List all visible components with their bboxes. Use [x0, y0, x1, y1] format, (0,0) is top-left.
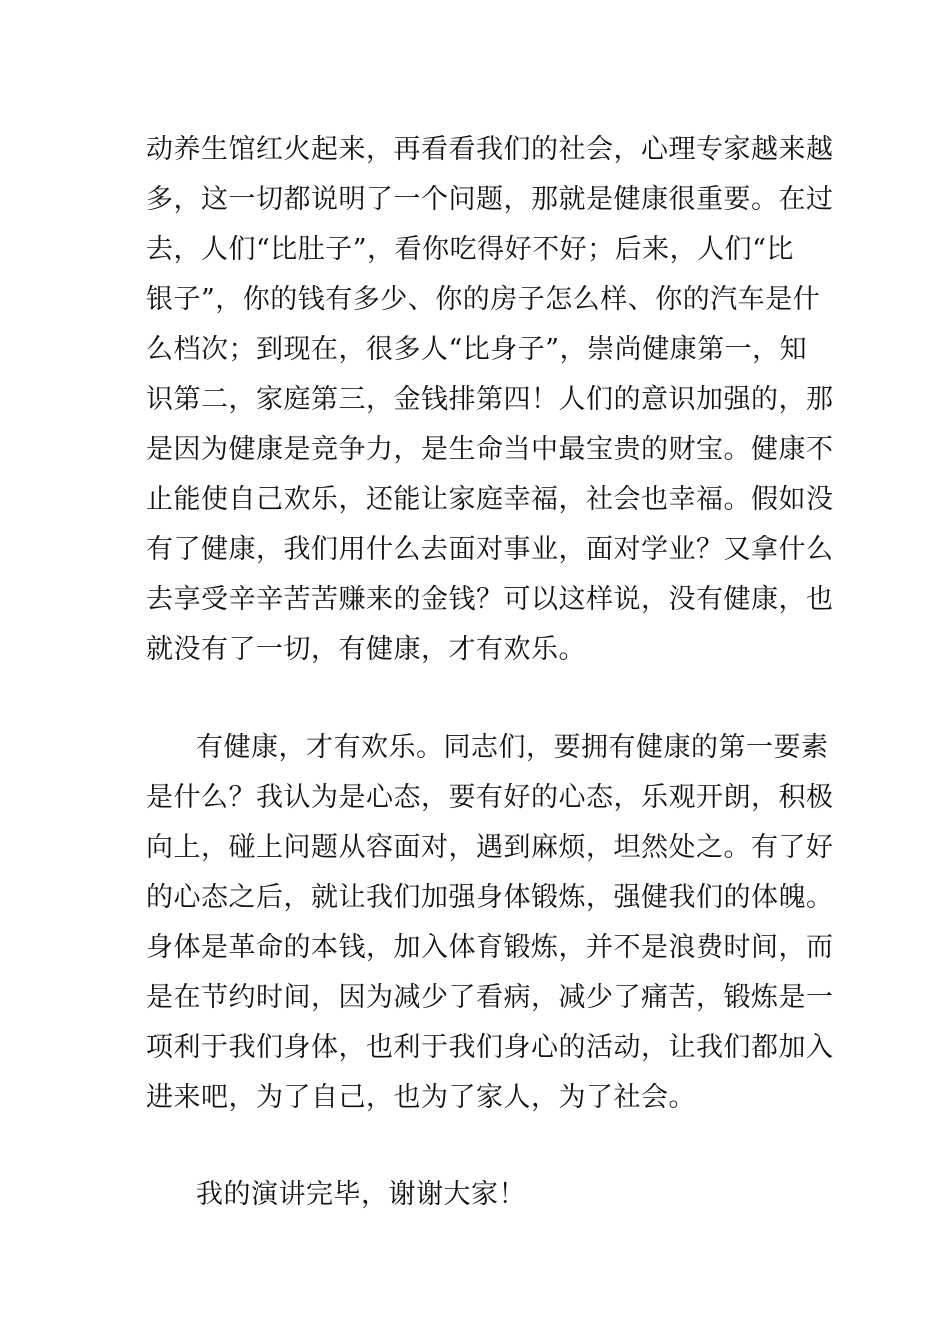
text-line: 是因为健康是竞争力，是生命当中最宝贵的财宝。健康不 — [146, 434, 834, 465]
text-line: 有了健康，我们用什么去面对事业，面对学业？又拿什么 — [146, 534, 834, 565]
text-line: 有健康，才有欢乐。同志们，要拥有健康的第一要素 — [196, 732, 829, 763]
closing-paragraph — [146, 1170, 816, 1220]
text-line: 项利于我们身体，也利于我们身心的活动，让我们都加入 — [146, 1032, 834, 1063]
text-line: 身体是革命的本钱，加入体育锻炼，并不是浪费时间，而 — [146, 932, 834, 963]
text-line: 银子”，你的钱有多少、你的房子怎么样、你的汽车是什 — [146, 284, 821, 315]
closing-line: 我的演讲完毕，谢谢大家！ — [196, 1179, 526, 1210]
text-line: 是在节约时间，因为减少了看病，减少了痛苦，锻炼是一 — [146, 982, 834, 1013]
text-line: 识第二，家庭第三，金钱排第四！人们的意识加强的，那 — [146, 384, 834, 415]
text-line: 止能使自己欢乐，还能让家庭幸福，社会也幸福。假如没 — [146, 484, 834, 515]
paragraph-1 — [146, 125, 834, 675]
paragraph-2 — [146, 723, 834, 1123]
text-line: 是什么？我认为是心态，要有好的心态，乐观开朗，积极 — [146, 782, 834, 813]
text-line: 动养生馆红火起来，再看看我们的社会，心理专家越来越 — [146, 134, 834, 165]
text-line: 去享受辛辛苦苦赚来的金钱？可以这样说，没有健康，也 — [146, 584, 834, 615]
text-line: 么档次；到现在，很多人“比身子”，崇尚健康第一，知 — [146, 334, 808, 365]
text-line: 多，这一切都说明了一个问题，那就是健康很重要。在过 — [146, 184, 834, 215]
text-line: 的心态之后，就让我们加强身体锻炼，强健我们的体魄。 — [146, 882, 834, 913]
text-line: 就没有了一切，有健康，才有欢乐。 — [146, 634, 586, 665]
text-line: 去，人们“比肚子”，看你吃得好不好；后来，人们“比 — [146, 234, 794, 265]
text-line: 向上，碰上问题从容面对，遇到麻烦，坦然处之。有了好 — [146, 832, 834, 863]
text-line: 进来吧，为了自己，也为了家人，为了社会。 — [146, 1082, 696, 1113]
